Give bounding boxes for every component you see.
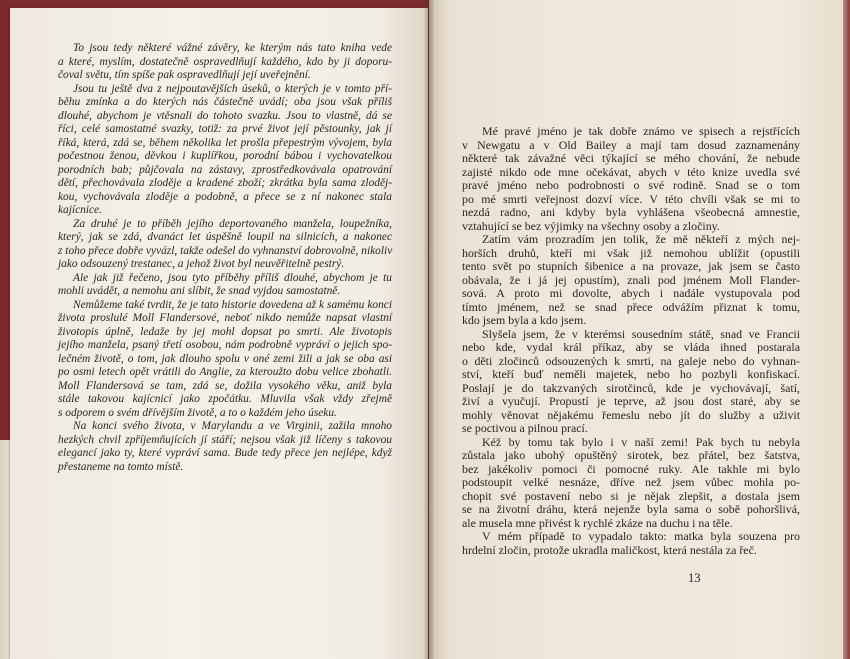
text-line: nezdá radno, ani kdyby byla vyhlášena všeobecná amnestie, — [462, 205, 800, 219]
text-line: ale musela mne přivést k rychlé zkáze na duchu i na těle. — [462, 515, 733, 530]
text-line: hezkých chvil zpříjemňujících jí stáří; nejsou však již líčeny s takovou — [58, 433, 392, 446]
text-line: který, jak se zdá, dvanáct let úspěšně loupil na silnicích, a nakonec — [58, 231, 392, 243]
text-line: živí a vyučují. Propustí je teprve, až jsou dost staré, aby se — [462, 394, 800, 408]
paragraph — [462, 125, 800, 233]
text-line: Za druhé je to příběh jejího deportovaného manžela, loupežníka, — [73, 217, 392, 230]
text-line: o děti zločinců odsouzených k smrti, na galeje nebo do vyhnan- — [462, 353, 800, 368]
paragraph — [58, 272, 392, 299]
text-line: v Newgatu a v Old Bailey a mají tam dosud zaznamenány — [462, 137, 800, 152]
paragraph — [462, 233, 800, 328]
text-line: V mém případě to vypadalo takto: matka byla souzena pro — [482, 529, 800, 543]
text-line: se poctivou a pilnou prací. — [462, 421, 588, 435]
text-line: Slyšela jsem, že v kterémsi sousedním státě, snad ve Francii — [482, 326, 800, 341]
paragraph — [58, 299, 392, 421]
left-page-text — [58, 42, 392, 474]
text-line: horších druhů, kteří mi však již nemohou ublížit (opustili — [462, 245, 800, 260]
text-line: počestnou ženou, děvkou i kuplířkou, porodní bábou i vychovatelkou — [58, 150, 392, 162]
text-line: tento svět po stupních šibenice a na provaze, jak jsem se často — [462, 259, 800, 273]
text-line: mohli uvádět, a nemohu ani slíbit, že snad vyjdou samostatně. — [58, 285, 341, 297]
text-line: a které, myslím, dostatečně ospravedlňují každého, kdo by ji doporu- — [58, 55, 392, 68]
text-line: zůstala jako ubohý opuštěný sirotek, bez přátel, bez šatstva, — [462, 448, 800, 462]
text-line: dlouhé, abychom je vtěsnali do tohoto svazku. Jsou to vlastně, dá se — [58, 109, 392, 122]
text-line: mohly věnovat nějakému řemeslu nebo jít do služby a uživit — [462, 407, 800, 422]
paragraph — [462, 436, 800, 531]
text-line: To jsou tedy některé vážné závěry, ke kterým nás tato kniha vede — [73, 42, 392, 54]
text-line: Mé pravé jméno je tak dobře známo ve spisech a rejstřících — [482, 124, 800, 138]
text-line: Na konci svého života, v Marylandu a ve Virginii, zažila mnoho — [73, 420, 392, 432]
text-line: některé tak závažné věci týkající se mého chování, že nebude — [462, 151, 800, 165]
text-line: kdo jsem byla a kdo jsem. — [462, 313, 587, 327]
text-line: Poslají je do takzvaných sirotčinců, kde je vychovávají, šatí, — [462, 380, 800, 395]
text-line: čoval světu, tím spíše pak ospravedlňují její uveřejnění. — [58, 69, 311, 81]
text-line: jejího manžela, psaný třetí osobou, nám podrobně vypráví o jejich spo- — [58, 339, 392, 351]
text-line: ství, kteří buď neměli majetek, nebo ho pozbyli konfiskací. — [462, 367, 800, 381]
text-line: Kéž by tomu tak bylo i v naší zemi! Pak bych tu nebyla — [482, 434, 800, 449]
right-page-text — [462, 125, 800, 557]
text-line: podstoupit velké nesnáze, dříve než jsem vůbec mohla po- — [462, 475, 800, 489]
text-line: sová. A proto mi dovolte, abych i nadále vystupovala pod — [462, 286, 800, 300]
text-line: říci, celé samostatné svazky, totiž: za prvé život její pěstounky, jak jí — [58, 123, 392, 135]
text-line: se na životní dráhu, která nejenže byla sama o sobě pohoršlivá, — [462, 502, 800, 516]
text-line: Nemůžeme také tvrdit, že je tato historie dovedena až k samému konci — [73, 298, 392, 311]
text-line: běhu zmínka a do kterých nás částečně uvádí; oba jsou však příliš — [58, 96, 392, 108]
text-line: jako odsouzený trestanec, a jehož život byl neuvěřitelně pestrý. — [58, 258, 345, 270]
text-line: chopit své postavení nebo si je nějak zlepšit, a dostala jsem — [462, 488, 800, 503]
book-cover-edge — [843, 0, 850, 659]
text-line: bez jakékoliv pomoci či pomocné ruky. Ale takhle mi bylo — [462, 461, 800, 476]
text-line: porodních bab; půjčovala na zástavy, zprostředkovávala opatrování — [58, 163, 392, 176]
paragraph — [58, 420, 392, 474]
paragraph — [58, 42, 392, 83]
text-line: elegancí jako ty, které vypráví sama. Bude tedy přece jen nejlépe, když — [58, 447, 392, 459]
text-line: vztahující se bez výjimky na všechny osoby a zločiny. — [462, 218, 720, 233]
text-line: přestaneme na tomto místě. — [58, 460, 184, 473]
paragraph — [58, 83, 392, 218]
paragraph — [462, 328, 800, 436]
text-line: po mé smrti veřejnost dozví více. V této chvíli však se mi to — [462, 191, 800, 206]
text-line: nebo kde, vydal král příkaz, aby se vláda ihned postarala — [462, 340, 800, 354]
text-line: obávala, že i já jej opustím), znali pod jménem Moll Flander- — [462, 272, 800, 287]
text-line: pravé jméno nebo podrobnosti o své rodině. Snad se o tom — [462, 178, 800, 192]
paragraph — [462, 530, 800, 557]
text-line: hrdelní zločin, protože ukradla maličkost, která nestála za řeč. — [462, 542, 757, 557]
text-line: kajícnice. — [58, 204, 102, 216]
text-line: tímto jménem, než se snad přece odvážím přiznat k tomu, — [462, 299, 800, 314]
text-line: stále takovou kajícnicí jako zpočátku. Mluvila však vždy zřejmě — [58, 393, 392, 405]
page-number: 13 — [688, 571, 701, 585]
book-gutter — [424, 0, 434, 659]
text-line: říká, která, zdá se, během několika let prošla přepestrým vývojem, byla — [58, 136, 392, 149]
text-line: Jsou tu ještě dva z nejpoutavějších úseků, o kterých je v tomto pří- — [73, 82, 392, 95]
text-line: z toho přece dobře vyvázl, takže odešel do vyhnanství dobrovolně, nikoliv — [58, 244, 393, 257]
text-line: života proslulé Moll Flandersové, neboť nikdo nemůže napsat vlastní — [58, 312, 392, 324]
text-line: Moll Flandersová se tam, zdá se, dožila vysokého věku, aniž byla — [58, 379, 392, 392]
text-line: životopis úplně, ledaže by jej mohl dopsat po smrti. Ale životopis — [58, 325, 392, 338]
text-line: lečném životě, o tom, jak dlouho spolu v oné zemi žili a jak se oba asi — [58, 352, 392, 365]
text-line: po osmi letech opět vrátili do Anglie, za kteroužto dobu velice zbohatli. — [58, 366, 392, 378]
text-line: s odporem o svém dřívějším životě, a to o každém jeho úseku. — [58, 406, 337, 419]
text-line: zajisté nikdo ode mne očekávat, abych v této knize uvedla své — [462, 164, 800, 179]
text-line: dětí, přechovávala zloděje a kradené zboží; zkrátka byla sama zloděj- — [58, 177, 392, 189]
text-line: Zatím vám prozradím jen tolik, že mě někteří z mých nej- — [482, 232, 800, 246]
paragraph — [58, 218, 392, 272]
text-line: Ale jak již řečeno, jsou tyto příběhy příliš dlouhé, abychom je tu — [73, 271, 392, 284]
text-line: kou, vychovávala zloděje a podobně, a přece se z ní nakonec stala — [58, 190, 392, 203]
